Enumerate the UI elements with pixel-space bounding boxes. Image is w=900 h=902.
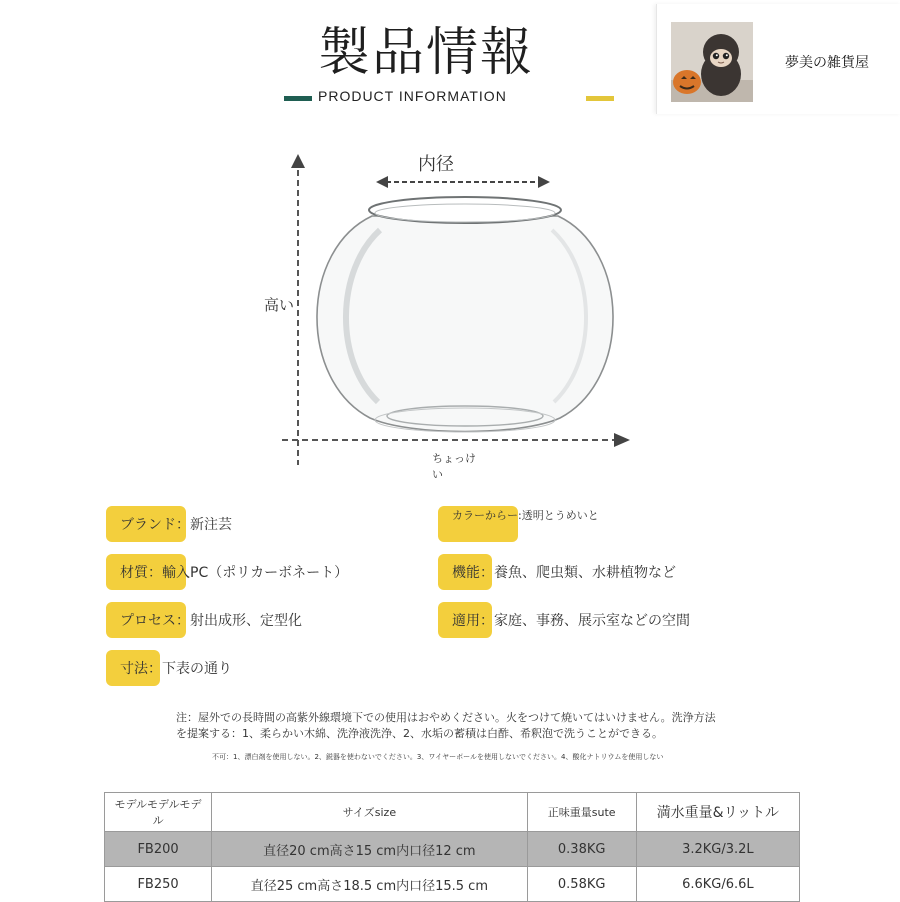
table-row [105, 832, 800, 867]
page-subtitle: PRODUCT INFORMATION [318, 88, 507, 104]
glass-bowl [317, 197, 613, 432]
page-title: 製品情報 [318, 23, 535, 83]
cell-net-weight: 0.58KG [527, 867, 636, 902]
table-row [105, 867, 800, 902]
accent-bar-left [284, 96, 312, 101]
info-material-text: 材質：輸入PC（ポリカーボネート） [120, 565, 349, 581]
cell-model: FB200 [105, 832, 212, 867]
info-function-text: 機能：養魚、爬虫類、水耕植物など [452, 565, 676, 581]
table-header-row [105, 793, 800, 832]
header-model: モデルモデルモデル [105, 793, 212, 832]
diameter-label-line1: ちょっけ [432, 452, 476, 465]
product-diagram [0, 120, 900, 490]
header-size: サイズsize [212, 793, 527, 832]
subtitle-row [284, 86, 614, 110]
avatar-image [671, 22, 753, 102]
shop-name[interactable]: 夢美の雑貨屋 [785, 55, 869, 71]
diameter-arrow-head [614, 433, 630, 447]
info-process-text: プロセス：射出成形、定型化 [120, 613, 302, 629]
header-full-weight: 満水重量&リットル [636, 793, 799, 832]
shop-card[interactable] [656, 4, 900, 114]
cell-size: 直径25 cm高さ18.5 cm内口径15.5 cm [212, 867, 527, 902]
shop-avatar[interactable] [671, 22, 753, 102]
inner-diameter-label: 内径 [418, 154, 454, 175]
info-size-text: 寸法：下表の通り [120, 661, 232, 677]
info-brand-text: ブランド：新注芸 [120, 517, 232, 533]
cell-model: FB250 [105, 867, 212, 902]
cell-full-weight: 3.2KG/3.2L [636, 832, 799, 867]
cell-size: 直径20 cm高さ15 cm内口径12 cm [212, 832, 527, 867]
usage-note-small: 不可：1、漂白剤を使用しない。2、鋭器を使わないでください。3、ワイヤーボールを使用しないでください。4、酸化ナトリウムを使用しない [212, 753, 664, 761]
height-arrow-head [291, 154, 305, 168]
info-usage-text: 適用：家庭、事務、展示室などの空間 [452, 613, 690, 629]
cell-full-weight: 6.6KG/6.6L [636, 867, 799, 902]
diameter-label-line2: い [432, 468, 443, 481]
cell-net-weight: 0.38KG [527, 832, 636, 867]
inner-width-arrow-head-left [376, 176, 388, 188]
header-net-weight: 正味重量sute [527, 793, 636, 832]
accent-bar-right [586, 96, 614, 101]
inner-width-arrow-head-right [538, 176, 550, 188]
usage-note: 注：屋外での長時間の高紫外線環境下での使用はおやめください。火をつけて焼いてはいけません。洗浄方法を提案する：1、柔らかい木綿、洗浄液洗浄、2、水垢の蓄積は白酢、希釈泡で洗うことができる。 [176, 711, 716, 740]
info-color-text: カラーからー:透明とうめいと [452, 509, 599, 522]
spec-table [104, 792, 800, 902]
height-label: 高い [264, 296, 295, 314]
